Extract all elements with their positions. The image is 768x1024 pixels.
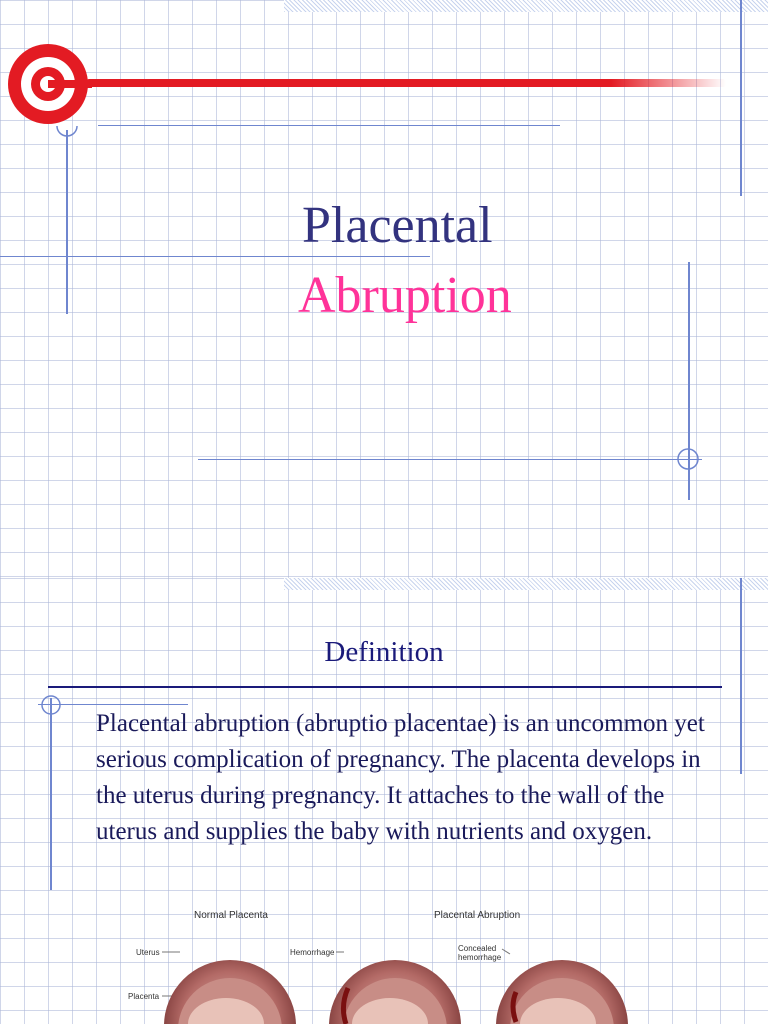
- decor-line: [98, 125, 560, 126]
- decor-line: [740, 578, 742, 774]
- crosshair-icon: [38, 692, 64, 718]
- section-heading: Definition: [324, 636, 444, 668]
- crosshair-icon: [674, 446, 702, 474]
- top-hatch-band: [284, 578, 768, 590]
- decor-line: [740, 0, 742, 196]
- figure-label-concealed-2: hemorrhage: [458, 953, 502, 962]
- logo-red-bar: [86, 78, 726, 88]
- placenta-figure: [118, 906, 658, 1024]
- decor-line: [0, 256, 430, 257]
- logo-icon: [6, 42, 92, 126]
- figure-label-concealed: Concealed: [458, 944, 497, 953]
- definition-body: Placental abruption (abruptio placentae) is an uncommon yet serious complication of pregnancy. The placenta develops in the uterus during pregnancy. It attaches to the wall of the uterus and supplies the baby with nutrients and oxygen.: [96, 710, 705, 845]
- title-line-2: Abruption: [298, 267, 512, 324]
- decor-line: [198, 459, 702, 460]
- top-hatch-band: [284, 0, 768, 12]
- definition-slide: [0, 578, 768, 1024]
- figure-title-abruption: Placental Abruption: [434, 910, 521, 921]
- figure-title-normal: Normal Placenta: [194, 910, 268, 921]
- heading-rule: [48, 686, 722, 688]
- figure-label-uterus: Uterus: [136, 948, 160, 957]
- decor-line: [66, 130, 68, 314]
- crosshair-icon: [54, 124, 80, 138]
- title-line-1: Placental: [302, 197, 493, 254]
- figure-label-hemorrhage: Hemorrhage: [290, 948, 335, 957]
- placenta-diagrams: [118, 906, 658, 1024]
- figure-label-placenta: Placenta: [128, 992, 160, 1001]
- decor-line: [50, 698, 52, 890]
